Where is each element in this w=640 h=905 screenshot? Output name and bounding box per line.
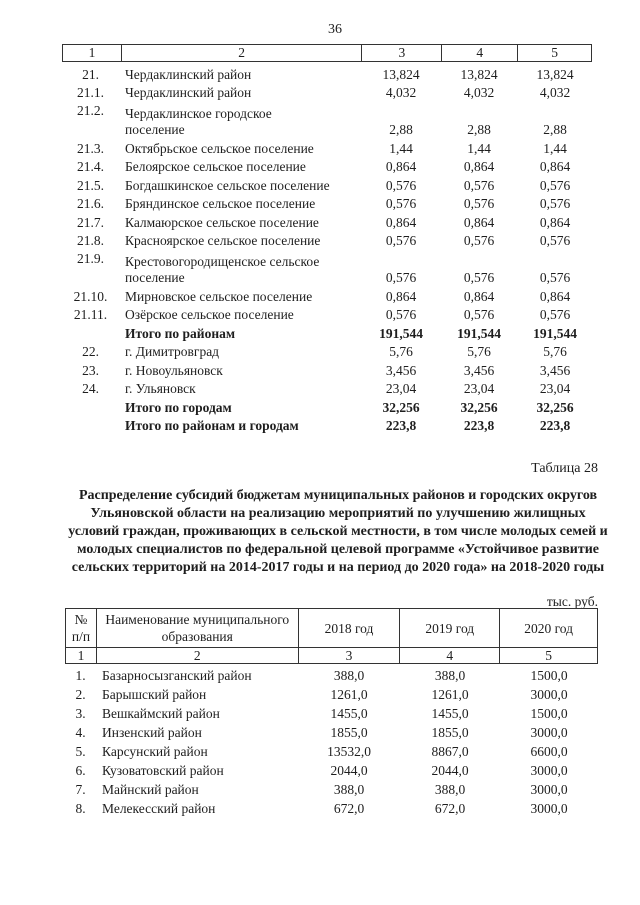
row-name: [121, 101, 362, 138]
row-name: Белоярское сельское поселение: [125, 159, 306, 174]
row-value-col3: 13,824: [382, 66, 420, 82]
table1-header-col4: 4: [442, 45, 518, 61]
row-value-col5: 0,864: [539, 288, 571, 304]
row-number: 21.: [82, 66, 99, 82]
row-name: Итого по районам и городам: [125, 418, 299, 433]
row-value-col4: 0,576: [463, 270, 495, 285]
row-2018: 388,0: [333, 781, 365, 797]
row-value-col5: 3,456: [539, 362, 571, 378]
row-number: 21.1.: [77, 85, 104, 100]
index-col4: 4: [400, 648, 500, 663]
row-name: Бряндинское сельское поселение: [125, 196, 316, 211]
table-row: [62, 157, 592, 176]
table-row: [65, 704, 598, 723]
row-name: Богдашкинское сельское поселение: [125, 177, 330, 193]
row-value-col5: 2,88: [543, 122, 567, 137]
header-2018: 2018 год: [299, 609, 401, 647]
table28-header-row: [65, 608, 598, 648]
table-row: [62, 83, 592, 102]
row-name: Озёрское сельское поселение: [125, 307, 294, 322]
row-name: г. Ульяновск: [125, 381, 196, 396]
units-label: тыс. руб.: [546, 594, 598, 609]
row-2020: 3000,0: [530, 781, 568, 797]
row-number: 23.: [82, 362, 99, 378]
row-value-col4: 0,864: [463, 288, 495, 304]
row-name: Итого по городам: [125, 399, 232, 415]
table-row: [62, 138, 592, 157]
row-name: Вешкаймский район: [102, 705, 220, 721]
row-number: 21.9.: [77, 251, 104, 266]
table-row: [65, 761, 598, 780]
table-row: [62, 286, 592, 305]
table-row: [62, 360, 592, 379]
row-2019: 1261,0: [431, 686, 469, 702]
row-number: 21.3.: [77, 140, 104, 156]
row-name: Карсунский район: [102, 743, 208, 759]
row-name: Октябрьское сельское поселение: [125, 140, 314, 156]
index-col1: 1: [66, 648, 97, 663]
table-row: [65, 723, 598, 742]
table-row: [62, 212, 592, 231]
row-value-col4: 0,576: [463, 307, 495, 322]
row-value-col3: 0,576: [385, 177, 417, 193]
row-value-col3: 32,256: [382, 399, 420, 415]
row-value-col4: 0,576: [463, 233, 495, 248]
row-2019: 2044,0: [431, 762, 469, 778]
table-row: [62, 379, 592, 398]
row-2019: 1455,0: [431, 705, 469, 721]
row-value-col5: 191,544: [533, 325, 577, 341]
table1-header-col3: 3: [362, 45, 442, 61]
row-value-col4: 0,864: [463, 214, 495, 230]
table-row: [65, 742, 598, 761]
table-row: [62, 101, 592, 138]
table-title: Распределение субсидий бюджетам муниципальных районов и городских округов Ульяновской области на реализацию мероприятий по улучшению жилищных условий граждан, проживающих в сельской местности, в том числе молодых семей и молодых специалистов по федеральной целевой программе «Устойчивое развитие сельских территорий на 2014-2017 годы и на период до 2020 года» на 2018-2020 годы: [68, 488, 608, 575]
row-number: 22.: [82, 344, 99, 359]
row-value-col4: 3,456: [463, 362, 495, 378]
row-value-col3: 5,76: [389, 344, 413, 359]
row-number: 21.8.: [77, 233, 104, 248]
header-number: № п/п: [66, 609, 97, 647]
table-row: [62, 342, 592, 361]
row-value-col4: 0,864: [463, 159, 495, 174]
row-2019: 672,0: [434, 800, 466, 816]
row-value-col5: 32,256: [536, 399, 574, 415]
row-value-col3: 223,8: [385, 418, 417, 433]
row-value-col3: 0,576: [385, 270, 417, 285]
row-name: Чердаклинский район: [125, 85, 252, 100]
row-value-col5: 223,8: [539, 418, 571, 433]
row-2018: 2044,0: [330, 762, 368, 778]
table-row: [62, 64, 592, 83]
row-number: 5.: [75, 743, 86, 759]
row-name: Мелекесский район: [102, 800, 216, 816]
row-value-col4: 5,76: [467, 344, 491, 359]
row-2018: 388,0: [333, 667, 365, 683]
row-2018: 13532,0: [327, 743, 371, 759]
row-value-col3: 0,576: [385, 233, 417, 248]
row-value-col4: 191,544: [457, 325, 501, 341]
row-2018: 1261,0: [330, 686, 368, 702]
row-name: г. Новоульяновск: [125, 362, 223, 378]
row-name-line1: Чердаклинское городское: [125, 106, 272, 121]
row-value-col3: 0,576: [385, 196, 417, 211]
row-value-col3: 23,04: [385, 381, 417, 396]
row-value-col5: 0,576: [539, 233, 571, 248]
row-number: 21.6.: [77, 196, 104, 211]
row-value-col4: 2,88: [467, 122, 491, 137]
row-value-col3: 4,032: [385, 85, 417, 100]
table-row: [62, 231, 592, 250]
row-number: 21.7.: [77, 214, 104, 230]
row-2020: 3000,0: [530, 800, 568, 816]
row-value-col5: 5,76: [543, 344, 567, 359]
row-value-col4: 23,04: [463, 381, 495, 396]
table28: [65, 608, 598, 818]
row-name: Калмаюрское сельское поселение: [125, 214, 319, 230]
row-2020: 1500,0: [530, 705, 568, 721]
row-2019: 388,0: [434, 781, 466, 797]
row-value-col3: 0,864: [385, 214, 417, 230]
row-name-line2: поселение: [125, 270, 185, 285]
row-name: Кузоватовский район: [102, 762, 224, 778]
row-number: 21.2.: [77, 103, 104, 118]
row-number: 6.: [75, 762, 86, 778]
table1-header-col5: 5: [518, 45, 592, 61]
table-row-subtotal: [62, 323, 592, 342]
row-name: Чердаклинский район: [125, 66, 252, 82]
row-number: 21.11.: [73, 307, 108, 322]
row-value-col4: 32,256: [460, 399, 498, 415]
row-value-col5: 0,864: [539, 159, 571, 174]
index-col2: 2: [97, 648, 299, 663]
row-value-col3: 0,864: [385, 159, 417, 174]
row-number: 4.: [75, 724, 86, 740]
row-name: Базарносызганский район: [102, 667, 252, 683]
table1-header-row: [62, 44, 592, 62]
row-2019: 388,0: [434, 667, 466, 683]
row-name: [121, 249, 362, 286]
row-2020: 6600,0: [530, 743, 568, 759]
table-row: [65, 780, 598, 799]
row-name: Мирновское сельское поселение: [125, 288, 313, 304]
row-number: 24.: [82, 381, 99, 396]
row-number: 3.: [75, 705, 86, 721]
row-name: г. Димитровград: [125, 344, 220, 359]
header-name: Наименование муниципального образования: [97, 609, 299, 647]
row-number: 8.: [75, 800, 86, 816]
row-number: 7.: [75, 781, 86, 797]
row-name: Барышский район: [102, 686, 207, 702]
table1-body: [62, 64, 592, 434]
table1-header-col1: 1: [63, 45, 122, 61]
table-row: [65, 666, 598, 685]
table-row-subtotal: [62, 397, 592, 416]
row-name: Майнский район: [102, 781, 199, 797]
row-value-col4: 223,8: [463, 418, 495, 433]
row-name: Итого по районам: [125, 325, 236, 341]
row-name: Красноярское сельское поселение: [125, 233, 321, 248]
row-value-col3: 3,456: [385, 362, 417, 378]
row-value-col4: 1,44: [467, 140, 491, 156]
table1-header-col2: 2: [122, 45, 363, 61]
index-col3: 3: [299, 648, 401, 663]
header-2019: 2019 год: [400, 609, 500, 647]
row-value-col5: 23,04: [539, 381, 571, 396]
row-value-col4: 0,576: [463, 196, 495, 211]
row-2020: 3000,0: [530, 762, 568, 778]
row-number: 1.: [75, 667, 86, 683]
row-2020: 1500,0: [530, 667, 568, 683]
table28-index-row: [65, 648, 598, 664]
table-row: [62, 175, 592, 194]
row-value-col5: 4,032: [539, 85, 571, 100]
row-name-line1: Крестовогородищенское сельское: [125, 254, 320, 269]
row-value-col3: 191,544: [379, 325, 423, 341]
table-label: Таблица 28: [531, 461, 598, 476]
row-2018: 672,0: [333, 800, 365, 816]
table-row: [62, 194, 592, 213]
header-2020: 2020 год: [500, 609, 598, 647]
row-value-col3: 0,576: [385, 307, 417, 322]
row-value-col3: 1,44: [389, 140, 413, 156]
index-col5: 5: [500, 648, 598, 663]
row-number: 21.5.: [77, 177, 104, 193]
row-2019: 1855,0: [431, 724, 469, 740]
row-value-col5: 0,576: [539, 307, 571, 322]
row-name: Инзенский район: [102, 724, 202, 740]
row-value-col5: 1,44: [543, 140, 567, 156]
page-number: 36: [328, 22, 342, 37]
row-value-col5: 0,576: [539, 177, 571, 193]
row-value-col4: 4,032: [463, 85, 495, 100]
table28-body: [65, 666, 598, 818]
row-value-col3: 2,88: [389, 122, 413, 137]
row-number: 21.4.: [77, 159, 104, 174]
table-row: [65, 685, 598, 704]
row-name-line2: поселение: [125, 122, 185, 137]
row-value-col4: 0,576: [463, 177, 495, 193]
table-row: [62, 249, 592, 286]
table-row-total: [62, 416, 592, 435]
row-value-col5: 13,824: [536, 66, 574, 82]
table-row: [65, 799, 598, 818]
row-value-col4: 13,824: [460, 66, 498, 82]
table-row: [62, 305, 592, 324]
row-number: 21.10.: [73, 288, 108, 304]
row-value-col5: 0,864: [539, 214, 571, 230]
row-2020: 3000,0: [530, 724, 568, 740]
row-value-col5: 0,576: [539, 196, 571, 211]
row-2020: 3000,0: [530, 686, 568, 702]
row-2019: 8867,0: [431, 743, 469, 759]
row-value-col5: 0,576: [539, 270, 571, 285]
row-number: 2.: [75, 686, 86, 702]
row-2018: 1855,0: [330, 724, 368, 740]
row-2018: 1455,0: [330, 705, 368, 721]
row-value-col3: 0,864: [385, 288, 417, 304]
